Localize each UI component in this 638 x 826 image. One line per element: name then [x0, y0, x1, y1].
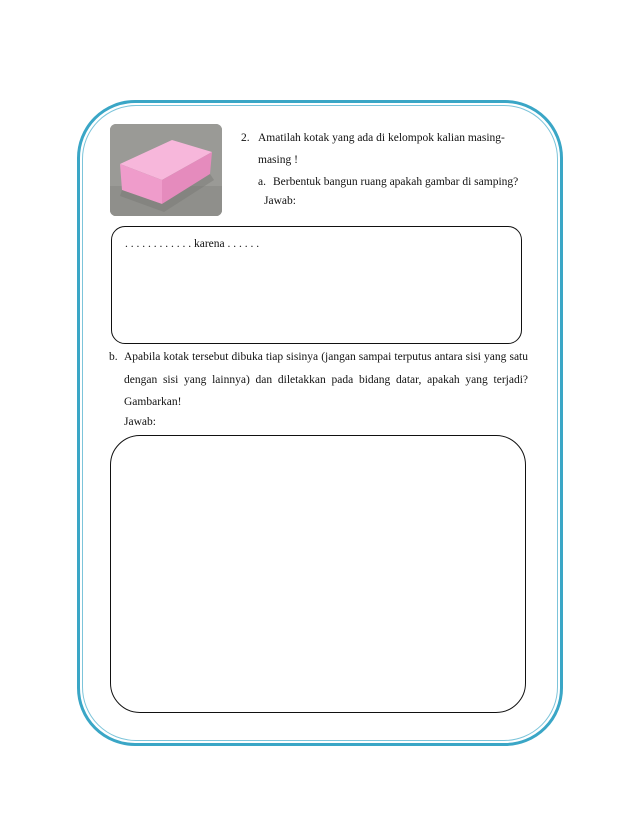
question-b-answer-label: Jawab:	[124, 416, 156, 428]
question-2a-text: Berbentuk bangun ruang apakah gambar di samping?	[273, 176, 519, 188]
question-2-text-line1: Amatilah kotak yang ada di kelompok kalian masing-	[258, 132, 505, 144]
answer-2a-fill-text: . . . . . . . . . . . . karena . . . . . .	[125, 238, 260, 250]
pink-box-photo	[110, 124, 222, 216]
question-2-text-line2: masing !	[258, 154, 298, 166]
question-2a-marker: a.	[258, 176, 266, 188]
question-b-marker: b.	[109, 351, 118, 363]
question-2-number: 2.	[241, 132, 250, 144]
question-b-text-line1: Apabila kotak tersebut dibuka tiap sisinya (jangan sampai terputus antara sisi yang satu	[124, 351, 528, 363]
answer-box-b[interactable]	[110, 435, 526, 713]
question-2a-answer-label: Jawab:	[264, 195, 296, 207]
question-b-text-line2: dengan sisi yang lainnya) dan diletakkan pada bidang datar, apakah yang terjadi?	[124, 374, 528, 386]
question-b-text-line3: Gambarkan!	[124, 396, 182, 408]
